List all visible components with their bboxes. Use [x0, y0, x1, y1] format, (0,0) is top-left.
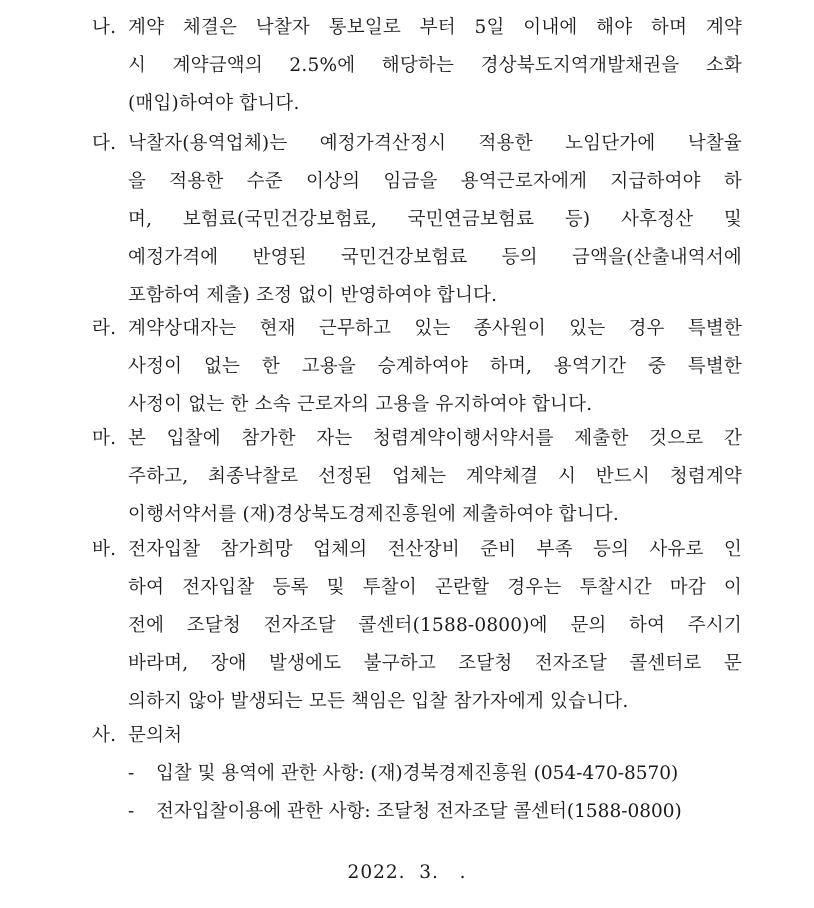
clause-ra — [92, 310, 742, 424]
clause-line: 며, 보험료(국민건강보험료, 국민연금보험료 등) 사후정산 및 — [128, 209, 742, 230]
clause-marker: 바. — [92, 539, 117, 560]
clause-marker: 사. — [92, 725, 117, 746]
clause-line: (매입)하여야 합니다. — [128, 93, 300, 114]
contact-text: 전자입찰이용에 관한 사항: 조달청 전자조달 콜센터(1588-0800) — [156, 801, 682, 822]
clause-line — [92, 531, 742, 569]
dash-bullet: - — [128, 801, 135, 822]
clause-line: 의하지 않아 발생되는 모든 책임은 입찰 참가자에게 있습니다. — [128, 691, 629, 712]
clause-line — [92, 310, 742, 348]
contact-text: 입찰 및 용역에 관한 사항: (재)경북경제진흥원 (054-470-8570) — [156, 763, 679, 784]
clause-line: 포함하여 제출) 조정 없이 반영하여야 합니다. — [128, 285, 498, 306]
clause-line: 주하고, 최종낙찰로 선정된 업체는 계약체결 시 반드시 청렴계약 — [128, 466, 742, 487]
clause-sa — [92, 717, 742, 755]
clause-text: 문의처 — [128, 725, 183, 746]
clause-ba — [92, 531, 742, 721]
document-date: 2022. 3. . — [347, 862, 467, 883]
clause-line: 하여 전자입찰 등록 및 투찰이 곤란할 경우는 투찰시간 마감 이 — [128, 577, 742, 598]
clause-line — [92, 717, 742, 755]
dash-bullet: - — [128, 763, 135, 784]
clause-line: 바라며, 장애 발생에도 불구하고 조달청 전자조달 콜센터로 문 — [128, 653, 742, 674]
clause-line: 을 적용한 수준 이상의 임금을 용역근로자에게 지급하여야 하 — [128, 171, 742, 192]
clause-marker: 다. — [92, 133, 117, 154]
clause-line — [92, 420, 742, 458]
clause-line — [92, 9, 742, 47]
clause-line: 시 계약금액의 2.5%에 해당하는 경상북도지역개발채권을 소화 — [128, 55, 742, 76]
clause-line: 사정이 없는 한 소속 근로자의 고용을 유지하여야 합니다. — [128, 394, 593, 415]
clause-text: 낙찰자(용역업체)는 예정가격산정시 적용한 노임단가에 낙찰율 — [128, 133, 742, 154]
clause-na — [92, 9, 742, 123]
clause-line: 이행서약서를 (재)경상북도경제진흥원에 제출하여야 합니다. — [128, 504, 619, 525]
clause-line: 사정이 없는 한 고용을 승계하여야 하며, 용역기간 중 특별한 — [128, 356, 742, 377]
clause-line: 예정가격에 반영된 국민건강보험료 등의 금액을(산출내역서에 — [128, 247, 742, 268]
clause-marker: 나. — [92, 17, 117, 38]
clause-marker: 마. — [92, 428, 117, 449]
contact-line — [128, 793, 742, 831]
clause-marker: 라. — [92, 318, 117, 339]
clause-text: 전자입찰 참가희망 업체의 전산장비 준비 부족 등의 사유로 인 — [128, 539, 742, 560]
clause-text: 계약 체결은 낙찰자 통보일로 부터 5일 이내에 해야 하며 계약 — [128, 17, 742, 38]
clause-da — [92, 125, 742, 315]
clause-text: 계약상대자는 현재 근무하고 있는 종사원이 있는 경우 특별한 — [128, 318, 742, 339]
clause-line: 전에 조달청 전자조달 콜센터(1588-0800)에 문의 하여 주시기 — [128, 615, 742, 636]
clause-text: 본 입찰에 참가한 자는 청렴계약이행서약서를 제출한 것으로 간 — [128, 428, 742, 449]
contact-line — [128, 755, 742, 793]
clause-line — [92, 125, 742, 163]
clause-ma — [92, 420, 742, 534]
